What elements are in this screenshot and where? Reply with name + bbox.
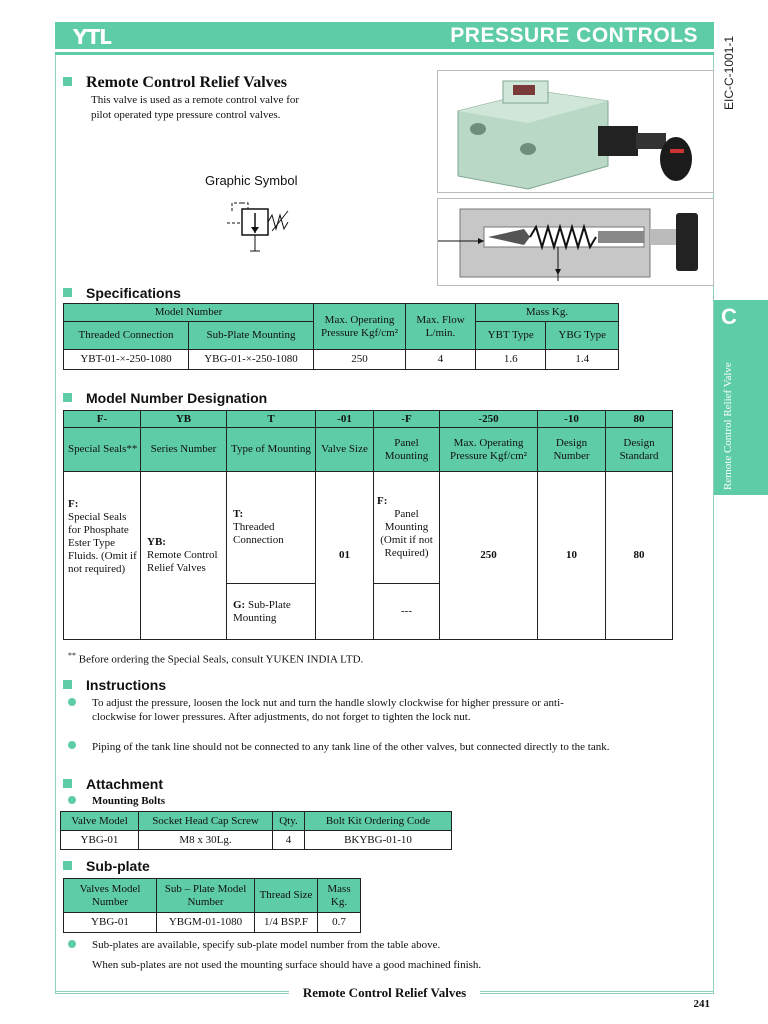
- col-bolt-kit: Bolt Kit Ordering Code: [305, 812, 452, 831]
- mounting-bolts-table: [60, 811, 452, 850]
- model-designation-table: [63, 410, 673, 640]
- head-mounting: Type of Mounting: [227, 428, 316, 472]
- table-row: [64, 913, 361, 933]
- cell-design-standard: 80: [606, 472, 673, 640]
- bullet-dot-icon: [68, 940, 76, 948]
- specifications-table: [63, 303, 619, 370]
- col-ybt: YBT Type: [476, 322, 546, 350]
- series-desc: Remote Control Relief Valves: [147, 549, 218, 574]
- cell-qty: 4: [273, 831, 305, 850]
- cell-pressure: 250: [440, 472, 538, 640]
- brand-logo: YTL: [73, 25, 111, 49]
- col-mass: Mass Kg.: [476, 304, 619, 322]
- code-size: -01: [316, 411, 374, 428]
- product-desc-1: This valve is used as a remote control valve for: [91, 94, 300, 106]
- chapter-tab: [714, 300, 768, 495]
- bullet-square-icon: [63, 393, 72, 402]
- product-photo: [437, 70, 714, 193]
- specifications-heading: [63, 285, 181, 301]
- bullet-square-icon: [63, 77, 72, 86]
- col-max-flow: Max. Flow L/min.: [406, 304, 476, 350]
- series-code: YB:: [147, 536, 166, 548]
- bullet-dot-icon: [68, 796, 76, 804]
- note-mark: **: [68, 651, 76, 660]
- subplate-title: Sub-plate: [86, 858, 150, 874]
- model-designation-title: Model Number Designation: [86, 390, 268, 406]
- threaded-desc: Threaded Connection: [233, 521, 284, 546]
- head-panel: Panel Mounting: [374, 428, 440, 472]
- bullet-dot-icon: [68, 741, 76, 749]
- panel-code: F:: [377, 495, 388, 507]
- threaded-code: T:: [233, 508, 244, 520]
- col-screw: Socket Head Cap Screw: [139, 812, 273, 831]
- mounting-bolts-label: Mounting Bolts: [92, 795, 166, 807]
- attachment-heading: [63, 776, 163, 792]
- cell-mass: 0.7: [318, 913, 361, 933]
- chapter-letter: C: [721, 304, 737, 329]
- code-mounting: T: [227, 411, 316, 428]
- cell-thread-size: 1/4 BSP.F: [255, 913, 318, 933]
- cell-subplate-mounting: [227, 584, 316, 640]
- cell-valve-model: YBG-01: [61, 831, 139, 850]
- cell-threaded: YBT-01-×-250-1080: [64, 350, 189, 370]
- bullet-square-icon: [63, 680, 72, 689]
- cell-panel-mounting: [374, 472, 440, 584]
- footer-title: Remote Control Relief Valves: [289, 985, 480, 1000]
- col-max-pressure: Max. Operating Pressure Kgf/cm²: [314, 304, 406, 350]
- code-panel: -F: [374, 411, 440, 428]
- subplate-desc: Sub-Plate Mounting: [233, 598, 291, 624]
- cell-threaded-mounting: [227, 472, 316, 584]
- bullet-dot-icon: [68, 698, 76, 706]
- head-size: Valve Size: [316, 428, 374, 472]
- chapter-label: Remote Control Relief Valve: [722, 362, 734, 490]
- subplate-note-1: Sub-plates are available, specify sub-plate model number from the table above.: [92, 939, 441, 951]
- footer: [55, 984, 714, 1002]
- product-desc-2: pilot operated type pressure control valves.: [91, 109, 281, 121]
- code-design: -10: [538, 411, 606, 428]
- cell-subplate: YBG-01-×-250-1080: [189, 350, 314, 370]
- bullet-square-icon: [63, 861, 72, 870]
- code-pressure: -250: [440, 411, 538, 428]
- product-title: Remote Control Relief Valves: [86, 74, 287, 91]
- cell-design-number: 10: [538, 472, 606, 640]
- col-subplate-model: Sub – Plate Model Number: [157, 879, 255, 913]
- graphic-symbol-icon: [222, 195, 307, 257]
- col-model-number: Model Number: [64, 304, 314, 322]
- bullet-square-icon: [63, 288, 72, 297]
- cell-ybt: 1.6: [476, 350, 546, 370]
- bullet-square-icon: [63, 779, 72, 788]
- document-code: EIC-C-1001-1: [722, 35, 736, 110]
- graphic-symbol-label: Graphic Symbol: [205, 173, 298, 188]
- cell-panel-none: ---: [374, 584, 440, 640]
- col-qty: Qty.: [273, 812, 305, 831]
- subplate-code: G:: [233, 598, 246, 611]
- header-banner: [55, 22, 714, 52]
- col-mass: Mass Kg.: [318, 879, 361, 913]
- head-series: Series Number: [141, 428, 227, 472]
- col-thread-size: Thread Size: [255, 879, 318, 913]
- note-text: Before ordering the Special Seals, consult YUKEN INDIA LTD.: [78, 653, 364, 666]
- special-seals-note: [68, 649, 363, 667]
- cell-screw: M8 x 30Lg.: [139, 831, 273, 850]
- subplate-note-2: When sub-plates are not used the mounting surface should have a good machined finish.: [92, 959, 482, 971]
- specifications-title: Specifications: [86, 285, 181, 301]
- col-ybg: YBG Type: [546, 322, 619, 350]
- page-number: 241: [693, 998, 710, 1010]
- instructions-heading: [63, 677, 166, 693]
- head-special: Special Seals**: [64, 428, 141, 472]
- head-pressure: Max. Operating Pressure Kgf/cm²: [440, 428, 538, 472]
- cross-section-diagram: [437, 198, 714, 286]
- cell-series: [141, 472, 227, 640]
- product-heading: [63, 74, 287, 92]
- cell-flow: 4: [406, 350, 476, 370]
- panel-desc: Panel Mounting (Omit if not Required): [380, 508, 433, 559]
- code-series: YB: [141, 411, 227, 428]
- cell-ybg: 1.4: [546, 350, 619, 370]
- special-desc: Special Seals for Phosphate Ester Type Fluids. (Omit if not required): [68, 511, 137, 575]
- head-design: Design Number: [538, 428, 606, 472]
- col-subplate: Sub-Plate Mounting: [189, 322, 314, 350]
- attachment-title: Attachment: [86, 776, 164, 792]
- col-threaded: Threaded Connection: [64, 322, 189, 350]
- cell-valve-size: 01: [316, 472, 374, 640]
- model-designation-heading: [63, 390, 267, 406]
- cell-valves-model: YBG-01: [64, 913, 157, 933]
- code-special: F-: [64, 411, 141, 428]
- cell-subplate-model: YBGM-01-1080: [157, 913, 255, 933]
- instructions-title: Instructions: [86, 677, 167, 693]
- head-standard: Design Standard: [606, 428, 673, 472]
- subplate-heading: [63, 858, 150, 874]
- code-standard: 80: [606, 411, 673, 428]
- subplate-table: [63, 878, 361, 933]
- cell-special-seals: [64, 472, 141, 640]
- section-title: PRESSURE CONTROLS: [450, 24, 698, 47]
- instruction-2: Piping of the tank line should not be connected to any tank line of the other valves, but connected directly to the tank.: [92, 741, 610, 753]
- table-row: [64, 350, 619, 370]
- col-valves-model: Valves Model Number: [64, 879, 157, 913]
- table-row: [61, 831, 452, 850]
- special-code: F:: [68, 498, 79, 510]
- instruction-1: To adjust the pressure, loosen the lock nut and turn the handle slowly clockwise for higher pressure or anti-clockwise for lower pressures. After adjustments, do not forget to tighten the lock nut.: [92, 697, 564, 723]
- col-valve-model: Valve Model: [61, 812, 139, 831]
- cell-bolt-kit: BKYBG-01-10: [305, 831, 452, 850]
- cell-pressure: 250: [314, 350, 406, 370]
